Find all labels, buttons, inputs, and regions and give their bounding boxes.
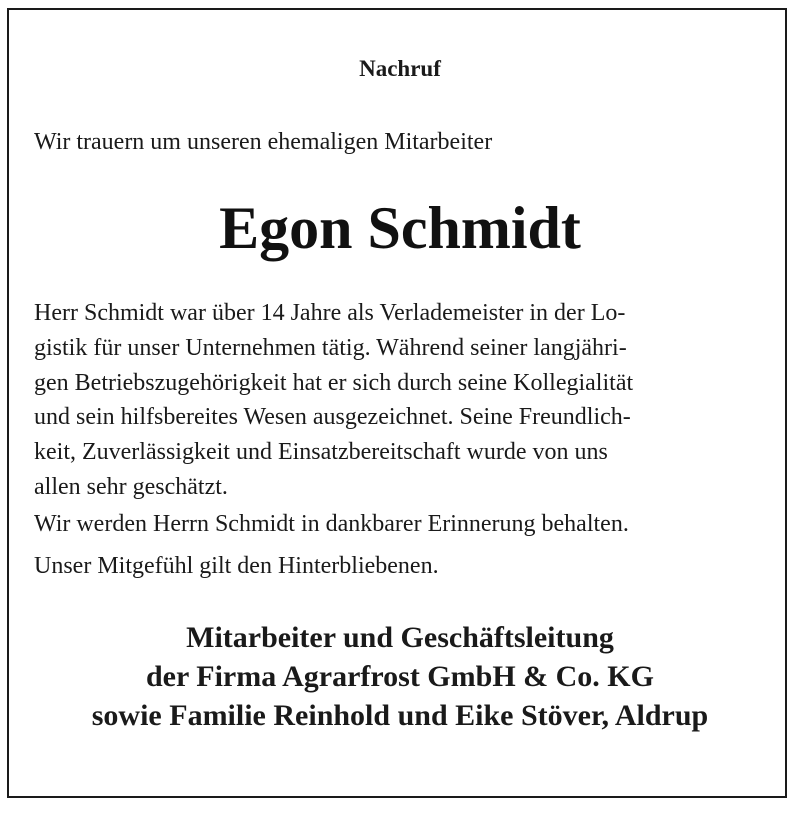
signature-line: Mitarbeiter und Geschäftsleitung bbox=[186, 621, 614, 654]
tribute-line: allen sehr geschätzt. bbox=[34, 473, 228, 500]
condolence-text: Unser Mitgefühl gilt den Hinterbliebenen. bbox=[34, 553, 439, 579]
tribute-line: gistik für unser Unternehmen tätig. Während seiner langjähri- bbox=[34, 334, 627, 361]
tribute-paragraph bbox=[34, 296, 774, 505]
deceased-name: Egon Schmidt bbox=[219, 195, 581, 261]
intro-text: Wir trauern um unseren ehemaligen Mitarbeiter bbox=[34, 129, 493, 155]
signature-line: sowie Familie Reinhold und Eike Stöver, Aldrup bbox=[91, 699, 709, 732]
signature-block bbox=[0, 618, 800, 735]
tribute-line: gen Betriebszugehörigkeit hat er sich durch seine Kollegialität bbox=[34, 369, 634, 396]
notice-heading: Nachruf bbox=[359, 56, 441, 81]
tribute-line: keit, Zuverlässigkeit und Einsatzbereitschaft wurde von uns bbox=[34, 439, 608, 466]
signature-line: der Firma Agrarfrost GmbH & Co. KG bbox=[146, 660, 654, 693]
tribute-line: Herr Schmidt war über 14 Jahre als Verlademeister in der Lo- bbox=[34, 300, 626, 326]
remembrance-text: Wir werden Herrn Schmidt in dankbarer Erinnerung behalten. bbox=[34, 511, 629, 537]
tribute-line: und sein hilfsbereites Wesen ausgezeichnet. Seine Freundlich- bbox=[34, 404, 631, 431]
